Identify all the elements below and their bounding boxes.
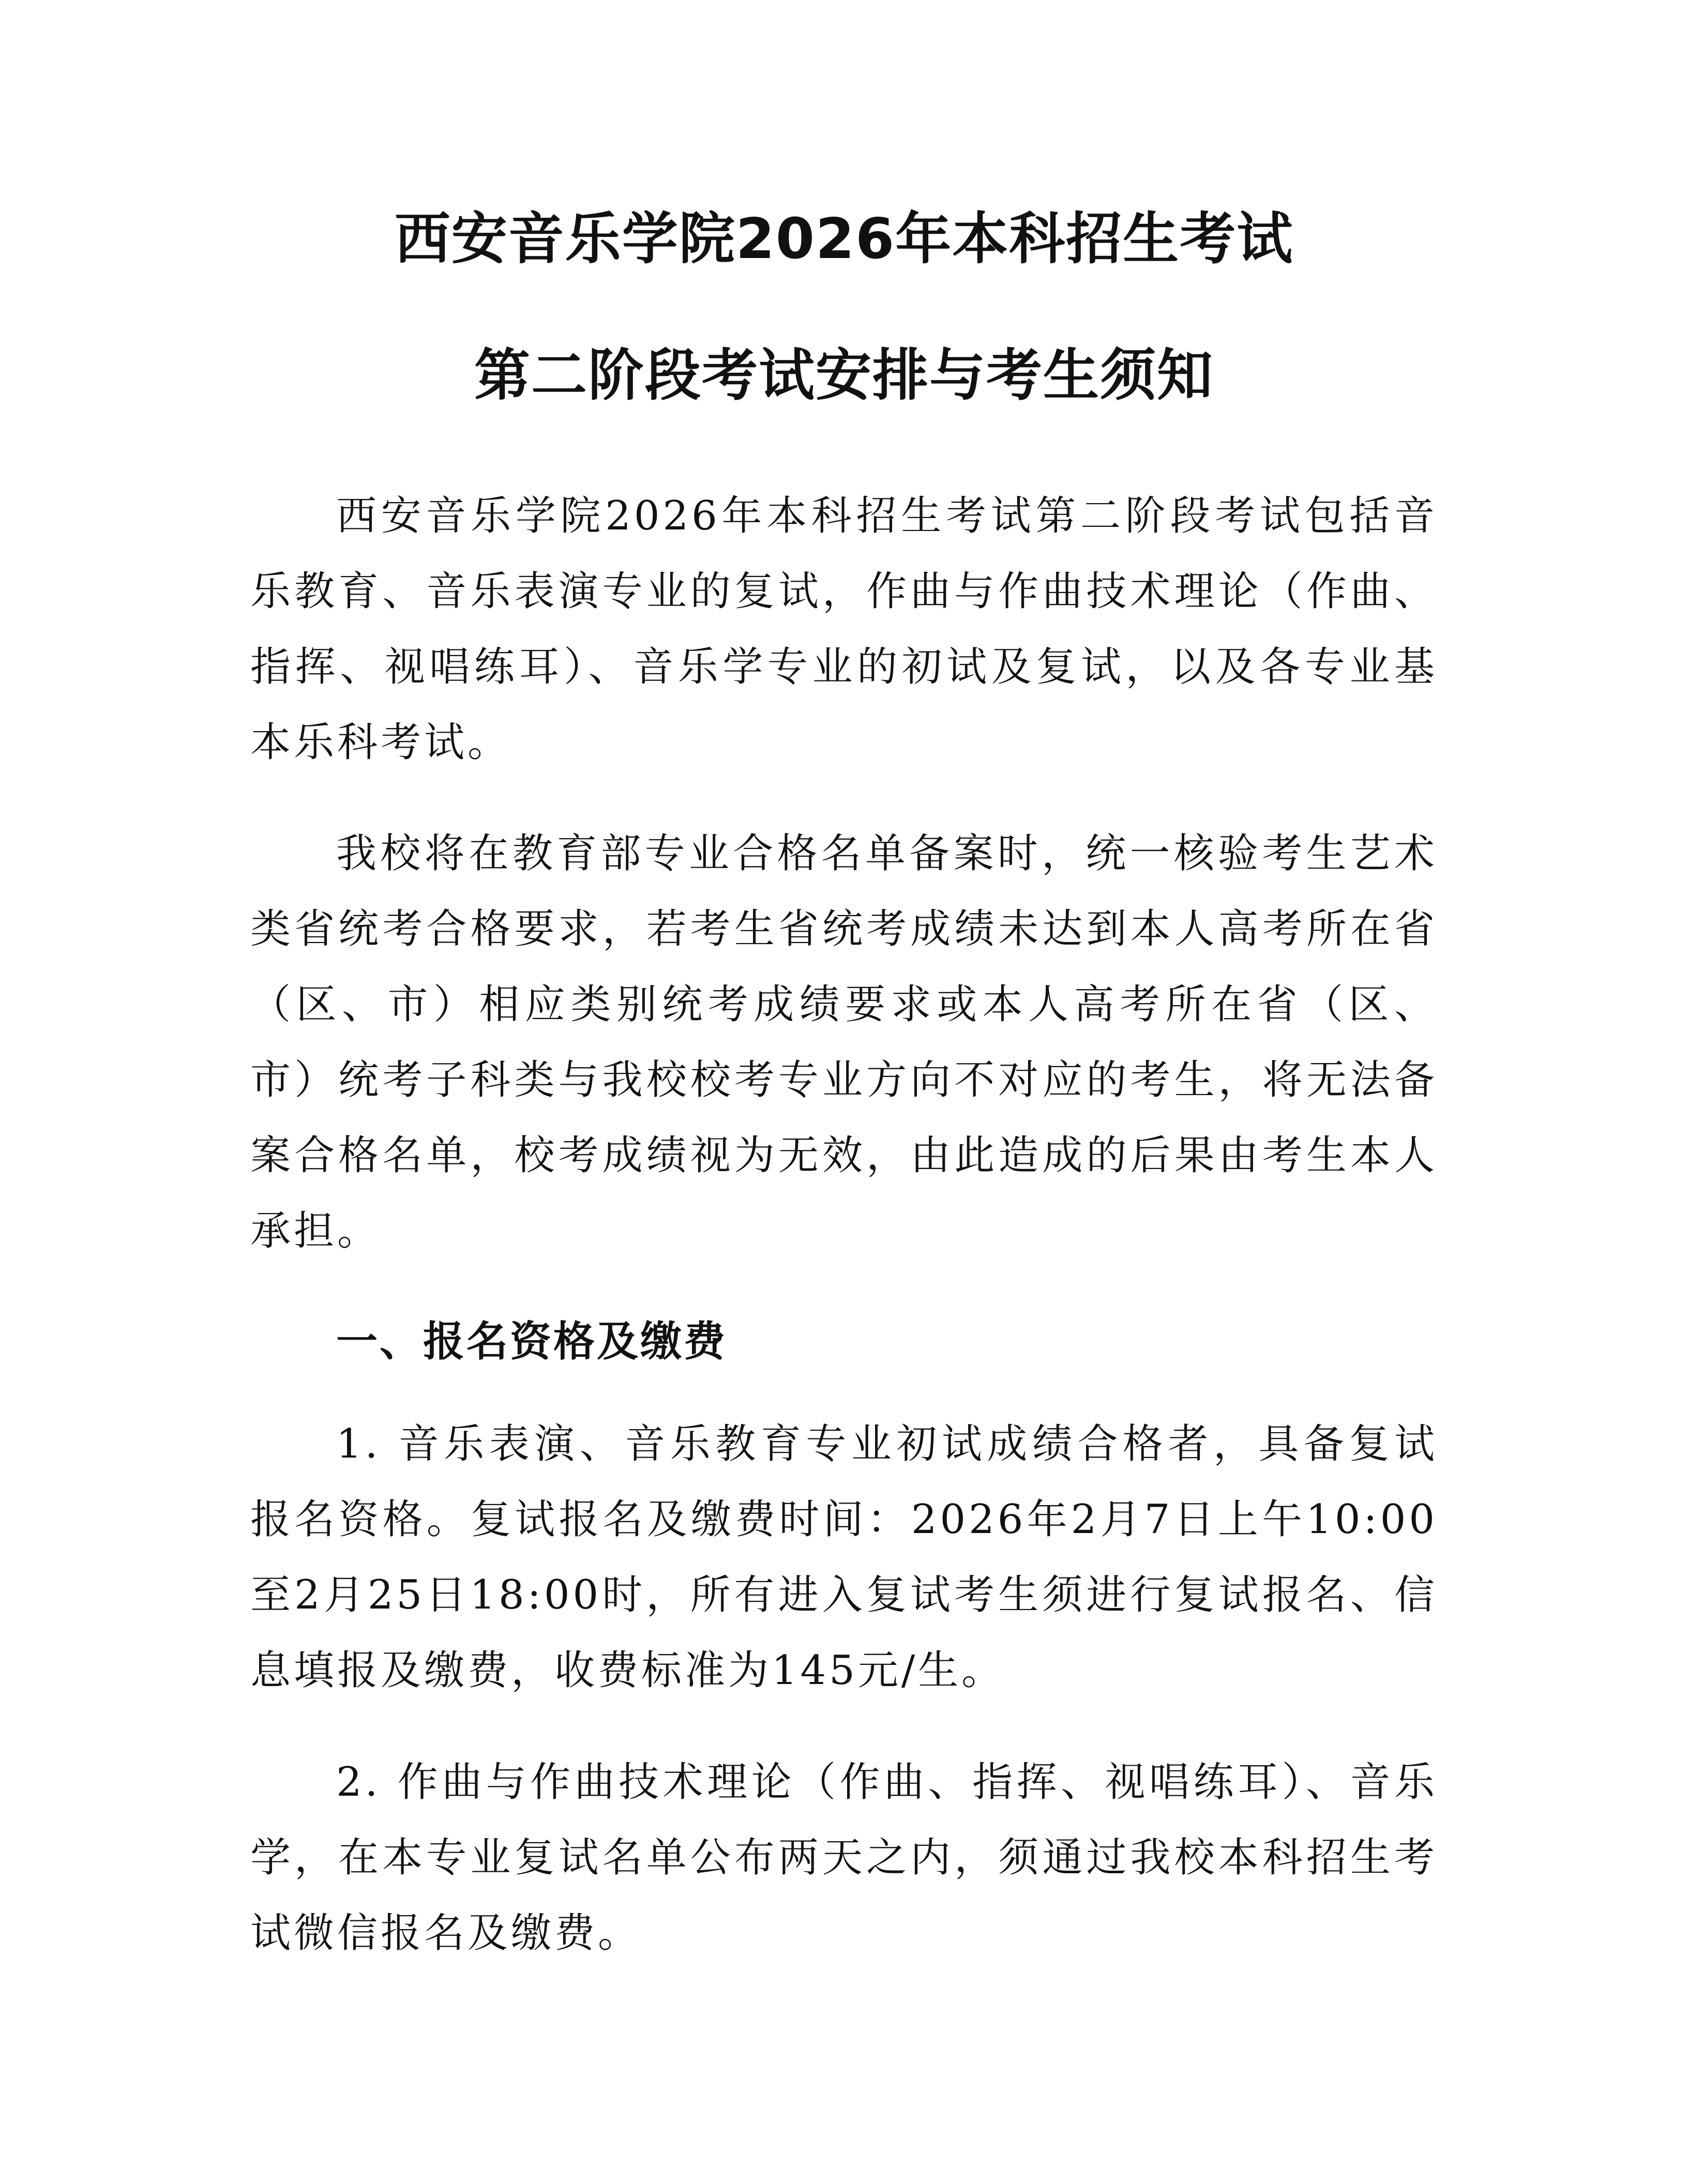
intro-paragraph: 西安音乐学院2026年本科招生考试第二阶段考试包括音乐教育、音乐表演专业的复试，作曲与作曲技术理论（作曲、指挥、视唱练耳）、音乐学专业的初试及复试，以及各专业基本乐科考试。 — [250, 493, 1438, 766]
document-title-line-1: 西安音乐学院2026年本科招生考试 — [394, 207, 1294, 271]
document-title-line-2: 第二阶段考试安排与考生须知 — [474, 343, 1214, 408]
section-heading: 一、报名资格及缴费 — [336, 1317, 727, 1366]
section-item-1: 1. 音乐表演、音乐教育专业初试成绩合格者，具备复试报名资格。复试报名及缴费时间：2026年2月7日上午10:00至2月25日18:00时，所有进入复试考生须进行复试报名、信息填报及缴费，收费标准为145元/生。 — [250, 1421, 1438, 1694]
section-item-2: 2. 作曲与作曲技术理论（作曲、指挥、视唱练耳）、音乐学，在本专业复试名单公布两天之内，须通过我校本科招生考试微信报名及缴费。 — [250, 1759, 1438, 1957]
notice-paragraph: 我校将在教育部专业合格名单备案时，统一核验考生艺术类省统考合格要求，若考生省统考成绩未达到本人高考所在省（区、市）相应类别统考成绩要求或本人高考所在省（区、市）统考子科类与我校校考专业方向不对应的考生，将无法备案合格名单，校考成绩视为无效，由此造成的后果由考生本人承担。 — [250, 830, 1438, 1254]
